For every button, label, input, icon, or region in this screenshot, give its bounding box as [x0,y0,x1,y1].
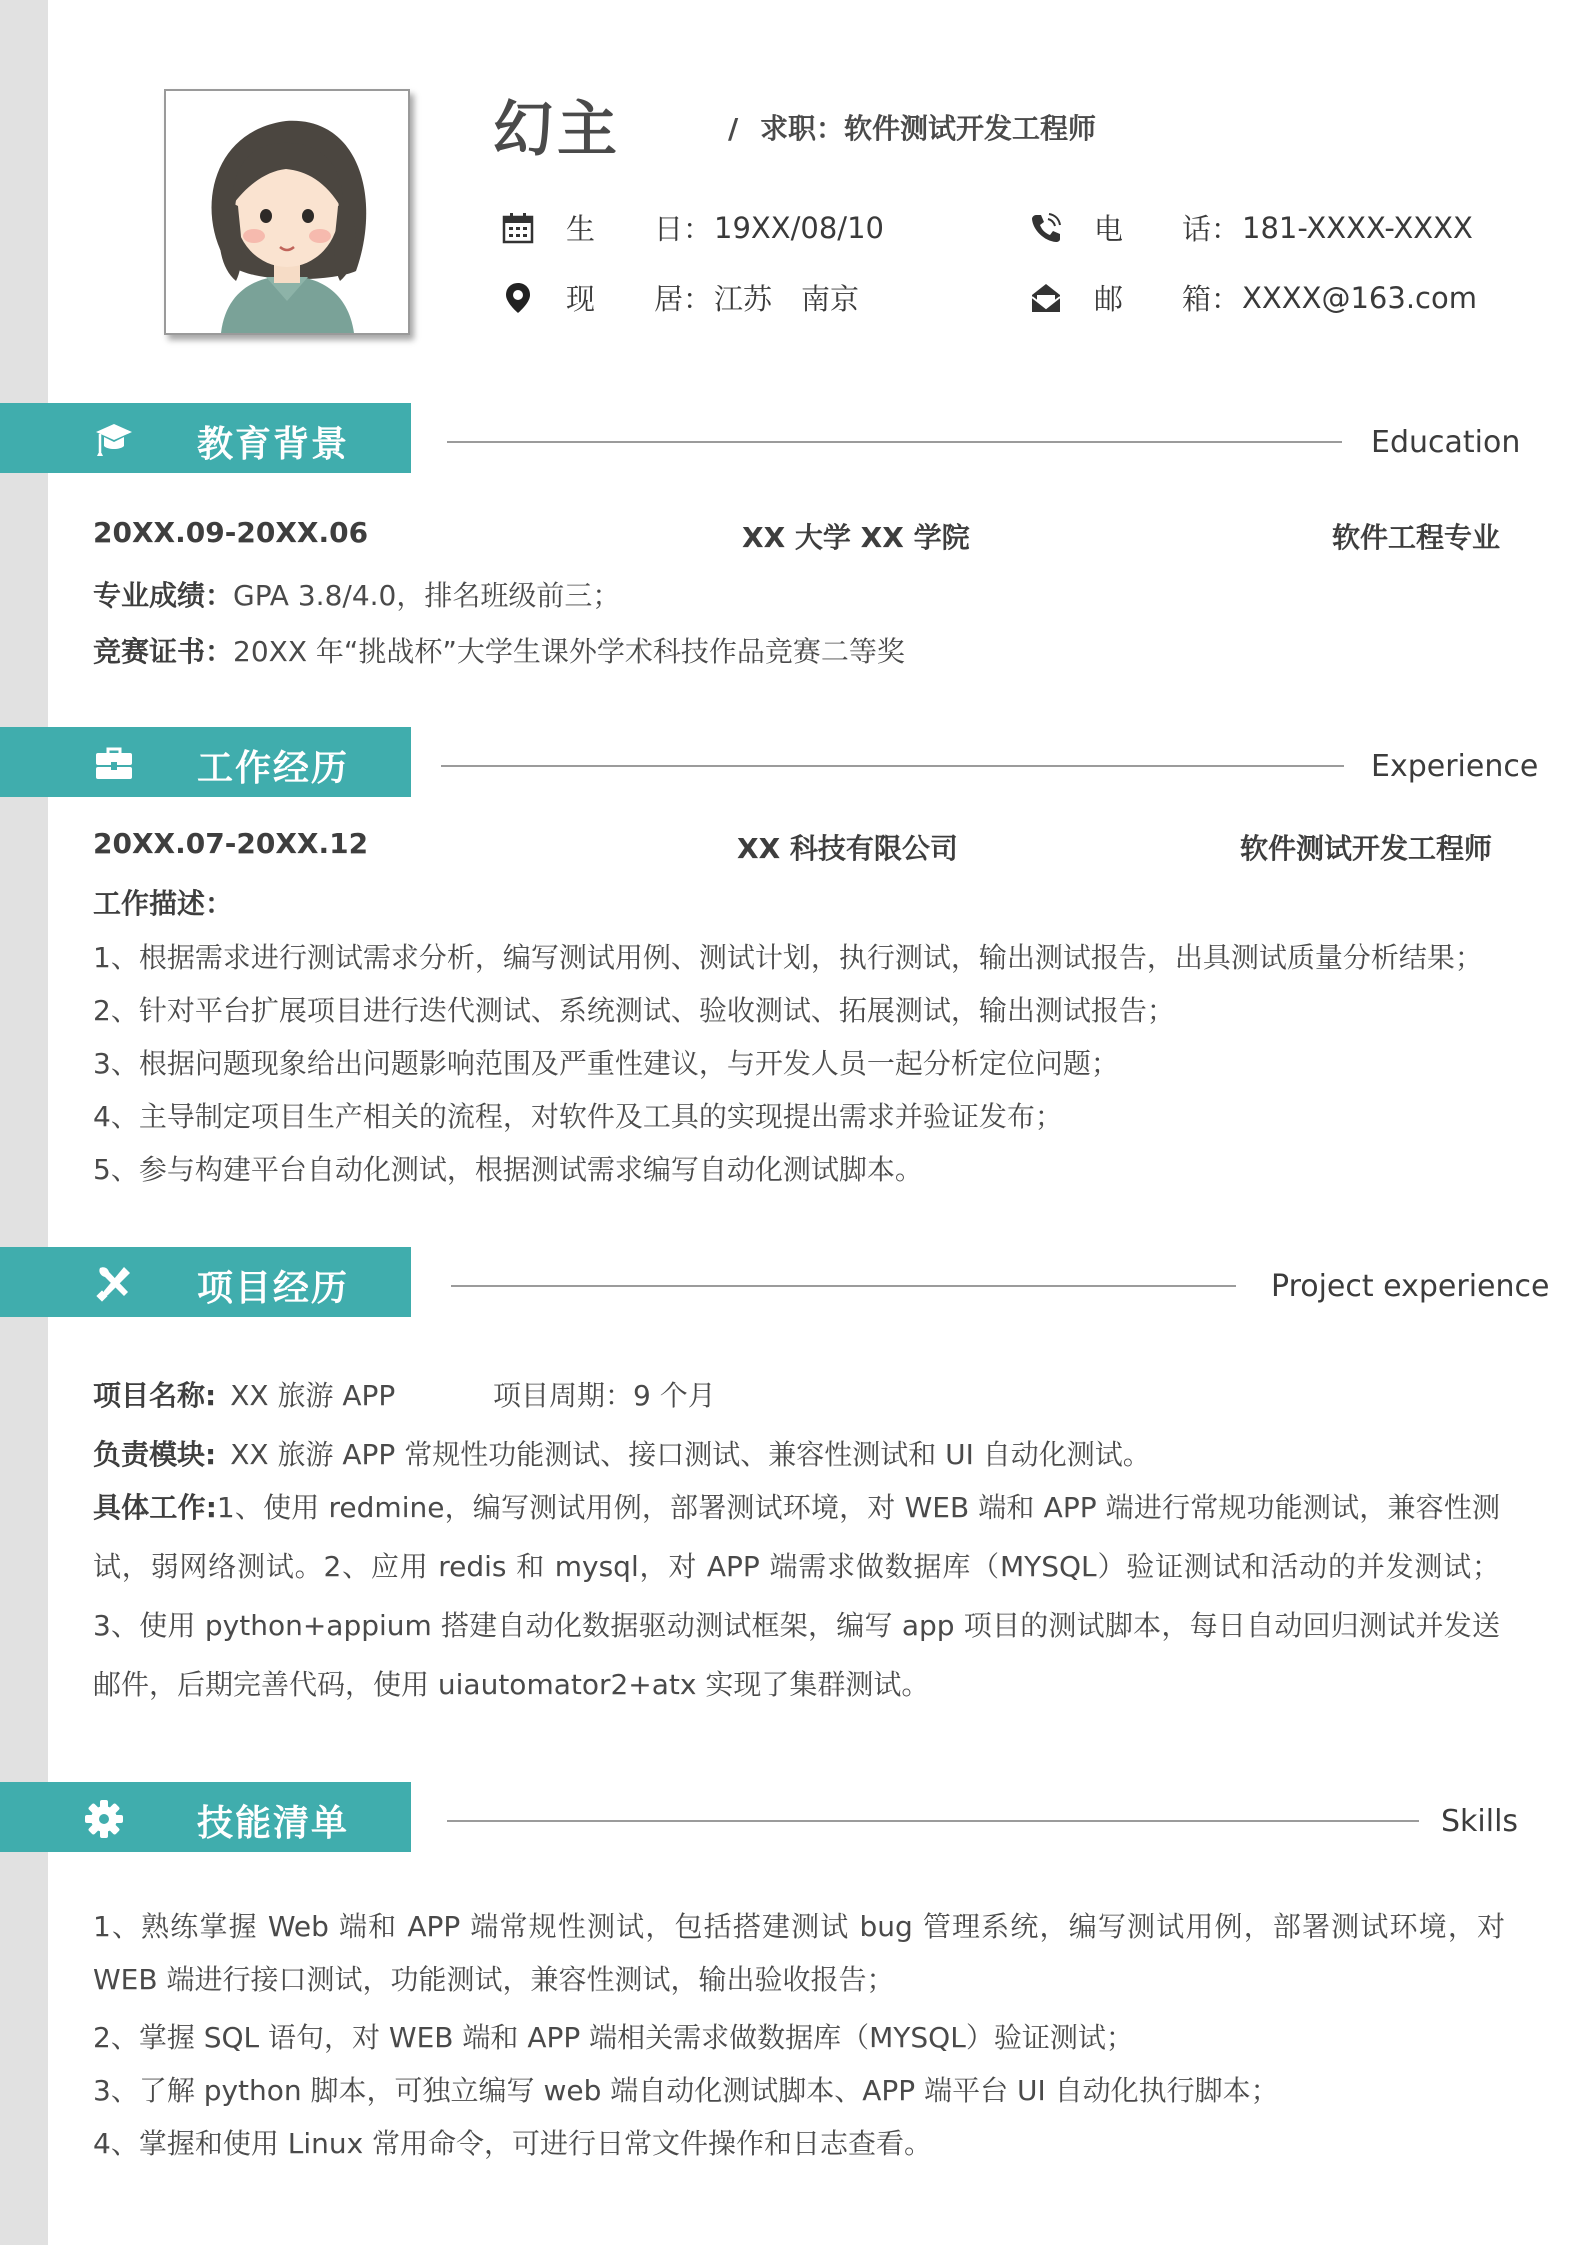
award-label: 竞赛证书： [93,635,234,668]
education-title: 教育背景 [197,424,350,465]
birthday-value: 19XX/08/10 [714,210,884,245]
project-title: 项目经历 [197,1268,350,1309]
birthday-row [500,207,884,248]
job-objective [728,107,1096,147]
email-row [1028,277,1477,318]
birthday-label-2: 日： [654,212,713,246]
project-module-row [93,1433,1151,1473]
project-work [93,1478,1500,1714]
work-item: 5、参与构建平台自动化测试，根据测试需求编写自动化测试脚本。 [93,1153,923,1186]
email-value: XXXX@163.com [1242,280,1477,315]
work-item: 3、根据问题现象给出问题影响范围及严重性建议，与开发人员一起分析定位问题； [93,1047,1119,1080]
skills-banner [0,1782,411,1852]
calendar-icon [500,210,536,246]
grade-value: GPA 3.8/4.0，排名班级前三； [233,579,621,612]
phone-icon [1028,210,1064,246]
job-separator: / [728,112,739,145]
skills-title: 技能清单 [197,1803,350,1844]
phone-label-2: 话： [1182,212,1241,246]
education-award [93,630,905,670]
education-grade [93,574,620,614]
education-period: 20XX.09-20XX.06 [93,516,369,549]
grade-label: 专业成绩： [93,579,234,612]
location-row [500,277,859,318]
location-label-1: 现 [566,282,596,316]
project-name-value: XX 旅游 APP [230,1379,396,1412]
work-item: 4、主导制定项目生产相关的流程，对软件及工具的实现提出需求并验证发布； [93,1100,1063,1133]
email-label-2: 箱： [1182,282,1241,316]
education-major: 软件工程专业 [1332,521,1501,554]
work-period: 20XX.07-20XX.12 [93,827,369,860]
work-item: 1、根据需求进行测试需求分析，编写测试用例、测试计划，执行测试，输出测试报告，出具测试质量分析结果； [93,941,1483,974]
project-work-label: 具体工作: [93,1491,217,1524]
email-label-1: 邮 [1094,282,1124,316]
work-en-title: Experience [1371,749,1539,784]
education-en-title: Education [1371,425,1521,460]
project-name-row [93,1374,395,1414]
project-work-value: 1、使用 redmine，编写测试用例，部署测试环境，对 WEB 端和 APP 端进行常规功能测试，兼容性测试，弱网络测试。2、应用 redis 和 mysql，对 APP 端需求做数据库（MYSQL）验证测试和活动的并发测试；3、使用 python+appium 搭建自动化数据驱动测试框架，编写 app 项目的测试脚本，每日自动回归测试并发送邮件，后期完善代码，使用 uiautomator2+atx 实现了集群测试。 [93,1491,1500,1701]
project-banner [0,1247,411,1317]
award-value: 20XX 年“挑战杯”大学生课外学术科技作品竞赛二等奖 [233,635,905,668]
project-divider [451,1285,1236,1287]
avatar-illustration [166,91,408,333]
skill-item: 3、了解 python 脚本，可独立编写 web 端自动化测试脚本、APP 端平台 UI 自动化执行脚本； [93,2074,1279,2107]
education-divider [447,441,1342,443]
education-school: XX 大学 XX 学院 [742,521,970,554]
candidate-name: 幻主 [493,95,621,165]
mail-icon [1028,280,1064,316]
skill-item: 4、掌握和使用 Linux 常用命令，可进行日常文件操作和日志查看。 [93,2127,933,2160]
education-banner [0,403,411,473]
project-module-value: XX 旅游 APP 常规性功能测试、接口测试、兼容性测试和 UI 自动化测试。 [230,1438,1151,1471]
phone-label-1: 电 [1094,212,1124,246]
location-pin-icon [500,280,536,316]
skill-item: 2、掌握 SQL 语句，对 WEB 端和 APP 端相关需求做数据库（MYSQL）验证测试； [93,2021,1134,2054]
project-en-title: Project experience [1271,1269,1550,1304]
skills-divider [447,1820,1419,1822]
project-period: 项目周期：9 个月 [493,1379,716,1412]
work-desc-label: 工作描述： [93,887,234,920]
birthday-label-1: 生 [566,212,596,246]
briefcase-icon [94,744,132,782]
project-module-label: 负责模块: [93,1438,217,1471]
graduation-cap-icon [94,420,132,458]
skill-item: 1、熟练掌握 Web 端和 APP 端常规性测试，包括搭建测试 bug 管理系统，编写测试用例，部署测试环境，对 WEB 端进行接口测试，功能测试，兼容性测试，输出验收报告； [93,1910,1505,1996]
work-banner [0,727,411,797]
project-name-label: 项目名称: [93,1379,217,1412]
phone-row [1028,207,1473,248]
location-value: 江苏 南京 [714,282,860,316]
work-title: 工作经历 [197,748,350,789]
work-position: 软件测试开发工程师 [1240,832,1493,865]
location-label-2: 居： [654,282,713,316]
skills-en-title: Skills [1441,1804,1519,1839]
work-item: 2、针对平台扩展项目进行迭代测试、系统测试、验收测试、拓展测试，输出测试报告； [93,994,1175,1027]
profile-photo [164,89,410,335]
work-company: XX 科技有限公司 [737,832,958,865]
tools-icon [94,1264,132,1302]
left-sidebar-strip [0,0,48,2245]
gear-icon [84,1799,122,1837]
job-title: 求职：软件测试开发工程师 [759,112,1096,145]
phone-value: 181-XXXX-XXXX [1242,210,1473,245]
work-divider [441,765,1344,767]
